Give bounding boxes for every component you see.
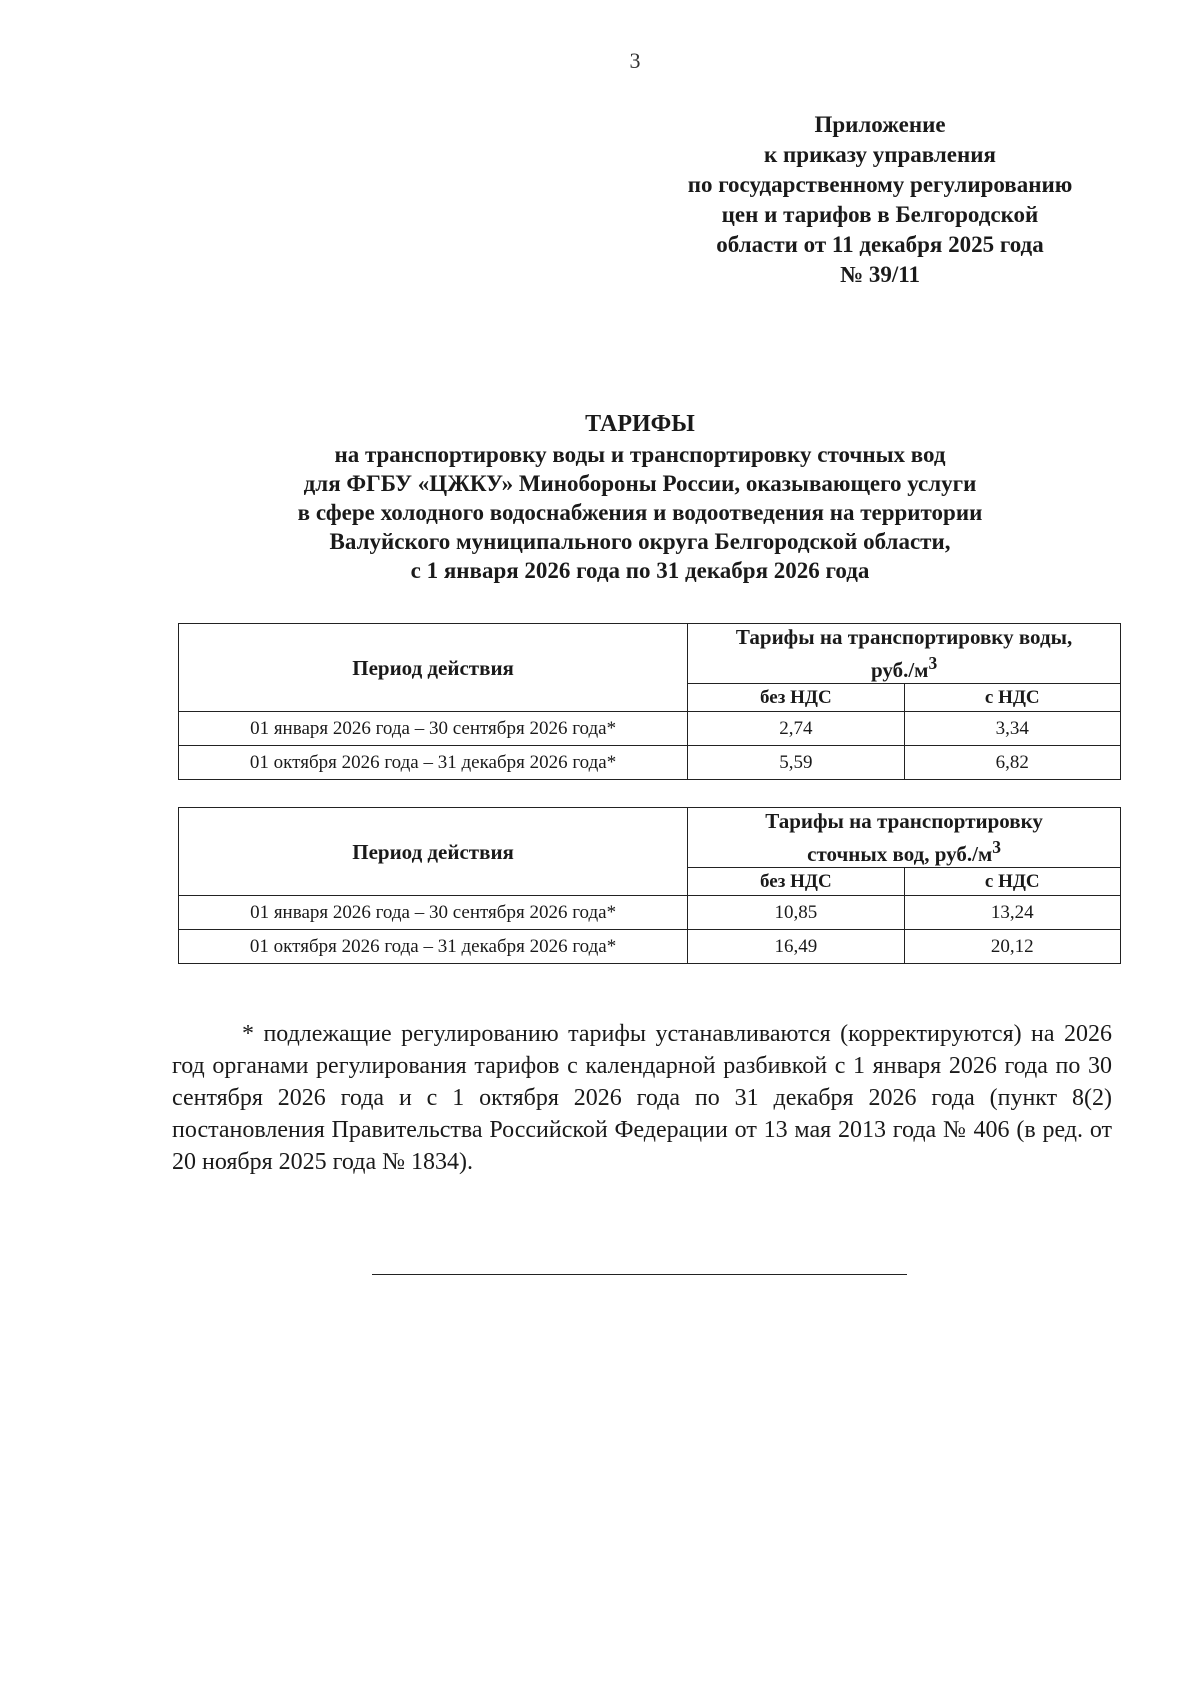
value-with-vat: 6,82 (904, 746, 1120, 780)
table-row (179, 896, 1121, 930)
value-without-vat: 16,49 (688, 930, 904, 964)
tariff-header (688, 808, 1121, 868)
value-with-vat: 20,12 (904, 930, 1120, 964)
title-line: с 1 января 2026 года по 31 декабря 2026 года (410, 558, 870, 583)
period-cell: 01 октября 2026 года – 31 декабря 2026 года* (179, 746, 688, 780)
col-with-vat: с НДС (904, 868, 1120, 896)
document-title-block (180, 410, 1100, 585)
value-with-vat: 13,24 (904, 896, 1120, 930)
col-without-vat: без НДС (688, 868, 904, 896)
col-without-vat: без НДС (688, 684, 904, 712)
footnote-text: * подлежащие регулированию тарифы устанавливаются (корректируются) на 2026 год органами регулирования тарифов с календарной разбивкой с 1 января 2026 года по 30 сентября 2026 года и с 1 октября 2026 года по 31 декабря 2026 года (пункт 8(2) постановления Правительства Российской Федерации от 13 мая 2013 года № 406 (в ред. от 20 ноября 2025 года № 1834). (172, 1021, 1112, 1175)
period-header: Период действия (179, 624, 688, 712)
table-row (179, 712, 1121, 746)
tariff-header-sup: 3 (992, 837, 1002, 857)
period-cell: 01 января 2026 года – 30 сентября 2026 года* (179, 712, 688, 746)
table-row (179, 930, 1121, 964)
tariff-header-sup: 3 (928, 653, 938, 673)
period-cell: 01 января 2026 года – 30 сентября 2026 года* (179, 896, 688, 930)
page-number: 3 (629, 48, 641, 73)
appendix-header (640, 110, 1120, 290)
period-header: Период действия (179, 808, 688, 896)
value-without-vat: 5,59 (688, 746, 904, 780)
appendix-order-number: № 39/11 (840, 262, 920, 287)
title-line: в сфере холодного водоснабжения и водоотведения на территории (297, 500, 983, 525)
value-with-vat: 3,34 (904, 712, 1120, 746)
appendix-line: цен и тарифов в Белгородской (721, 202, 1039, 227)
tariff-header-prefix: Тарифы на транспортировку (765, 809, 1043, 833)
footnote (172, 1018, 1112, 1178)
value-without-vat: 10,85 (688, 896, 904, 930)
appendix-line: Приложение (814, 112, 946, 137)
document-title: ТАРИФЫ (585, 411, 695, 437)
title-line: Валуйского муниципального округа Белгородской области, (329, 529, 951, 554)
tariff-header (688, 624, 1121, 684)
end-divider (372, 1274, 907, 1275)
appendix-line: области от 11 декабря 2025 года (716, 232, 1044, 257)
sewage-transport-tariff-table (178, 807, 1121, 964)
appendix-line: к приказу управления (764, 142, 996, 167)
water-transport-tariff-table (178, 623, 1121, 780)
title-line: на транспортировку воды и транспортировку сточных вод (334, 442, 946, 467)
table-row (179, 746, 1121, 780)
tariff-header-unit: сточных вод, руб./м (807, 842, 993, 866)
title-line: для ФГБУ «ЦЖКУ» Минобороны России, оказывающего услуги (303, 471, 977, 496)
tariff-header-unit: руб./м (870, 658, 929, 682)
value-without-vat: 2,74 (688, 712, 904, 746)
period-cell: 01 октября 2026 года – 31 декабря 2026 года* (179, 930, 688, 964)
tariff-header-prefix: Тарифы на транспортировку воды, (735, 625, 1073, 649)
appendix-line: по государственному регулированию (687, 172, 1073, 197)
col-with-vat: с НДС (904, 684, 1120, 712)
